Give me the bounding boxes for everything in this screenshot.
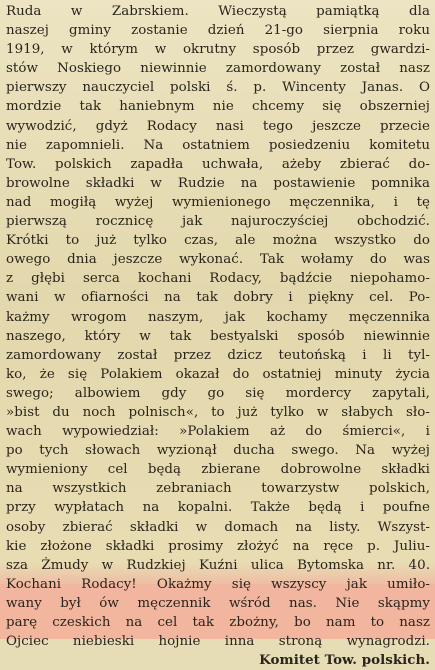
- article-line: naszej gminy zostanie dzień 21-go sierpnia roku: [6, 23, 430, 39]
- article-line: wach wypowiedział: »Polakiem aż do śmierci«, i: [6, 424, 430, 440]
- article-line: Ojciec niebieski hojnie inna stroną wynagrodzi.: [6, 634, 430, 650]
- article-line: przy wypłatach na kopalni. Także będą i poufne: [6, 500, 430, 516]
- article-line: owego dnia jeszcze wykonać. Tak wołamy do was: [6, 252, 430, 268]
- article-line: z głębi serca kochani Rodacy, bądźcie niepohamo-: [6, 271, 430, 287]
- article-line: 1919, w którym w okrutny sposób przez gwardzi-: [6, 42, 430, 58]
- article-line: sza Żmudy w Rudzkiej Kuźni ulica Bytomska nr. 40.: [6, 557, 430, 573]
- article-line: ko, że się Polakiem okazał do ostatniej minuty życia: [6, 366, 430, 382]
- article-line: pierwszy nauczyciel polski ś. p. Wincenty Janas. O: [6, 80, 430, 96]
- article-line: wymieniony cel będą zbierane dobrowolne składki: [6, 462, 430, 478]
- article-line: browolne składki w Rudzie na postawienie pomnika: [6, 175, 430, 191]
- article-line: kie złożone składki prosimy złożyć na ręce p. Juliu-: [6, 538, 430, 554]
- article-line: wani w ofiarności na tak dobry i piękny cel. Po-: [6, 290, 430, 306]
- article-line: każmy wrogom naszym, jak kochamy męczennika: [6, 309, 430, 325]
- article-signature: Komitet Tow. polskich.: [259, 652, 430, 669]
- article-line: swego; albowiem gdy go się mordercy zapytali,: [6, 385, 430, 401]
- article-line: na wszystkich zebraniach towarzystw polskich,: [6, 481, 430, 497]
- article-line: nie zapomnieli. Na ostatniem posiedzeniu komitetu: [6, 137, 430, 153]
- article-line: »bist du noch polnisch«, to już tylko w słabych sło-: [6, 404, 430, 420]
- article-line: Krótki to już tylko czas, ale można wszystko do: [6, 233, 430, 249]
- article-line: mordzie tak haniebnym nie chcemy się obszerniej: [6, 99, 430, 115]
- article-line: naszego, który w tak bestyalski sposób niewinnie: [6, 328, 430, 344]
- article-line: osoby zbierać składki w domach na listy. Wszyst-: [6, 519, 430, 535]
- article-line: wywodzić, gdyż Rodacy nasi tego jeszcze przecie: [6, 118, 430, 134]
- article-line: zamordowany został przez dzicz teutońską i li tyl-: [6, 347, 430, 363]
- article-line: Tow. polskich zapadła uchwała, ażeby zbierać do-: [6, 156, 430, 172]
- article-line: wany był ów męczennik wśród nas. Nie skąpmy: [6, 595, 430, 611]
- article-line: stów Noskiego niewinnie zamordowany został nasz: [6, 61, 430, 77]
- article-line: nad mogiłą wyżej wymienionego męczennika, i tę: [6, 194, 430, 210]
- article-line: po tych słowach wyzionął ducha swego. Na wyżej: [6, 443, 430, 459]
- article-line: parę czeskich na cel tak zbożny, bo nam to nasz: [6, 615, 430, 630]
- news-article: [6, 2, 430, 670]
- article-line: Ruda w Zabrskiem. Wieczystą pamiątką dla: [6, 4, 430, 19]
- article-line: Kochani Rodacy! Okażmy się wszyscy jak umiło-: [6, 576, 430, 592]
- article-line: pierwszą rocznicę jak najuroczyściej obchodzić.: [6, 214, 430, 230]
